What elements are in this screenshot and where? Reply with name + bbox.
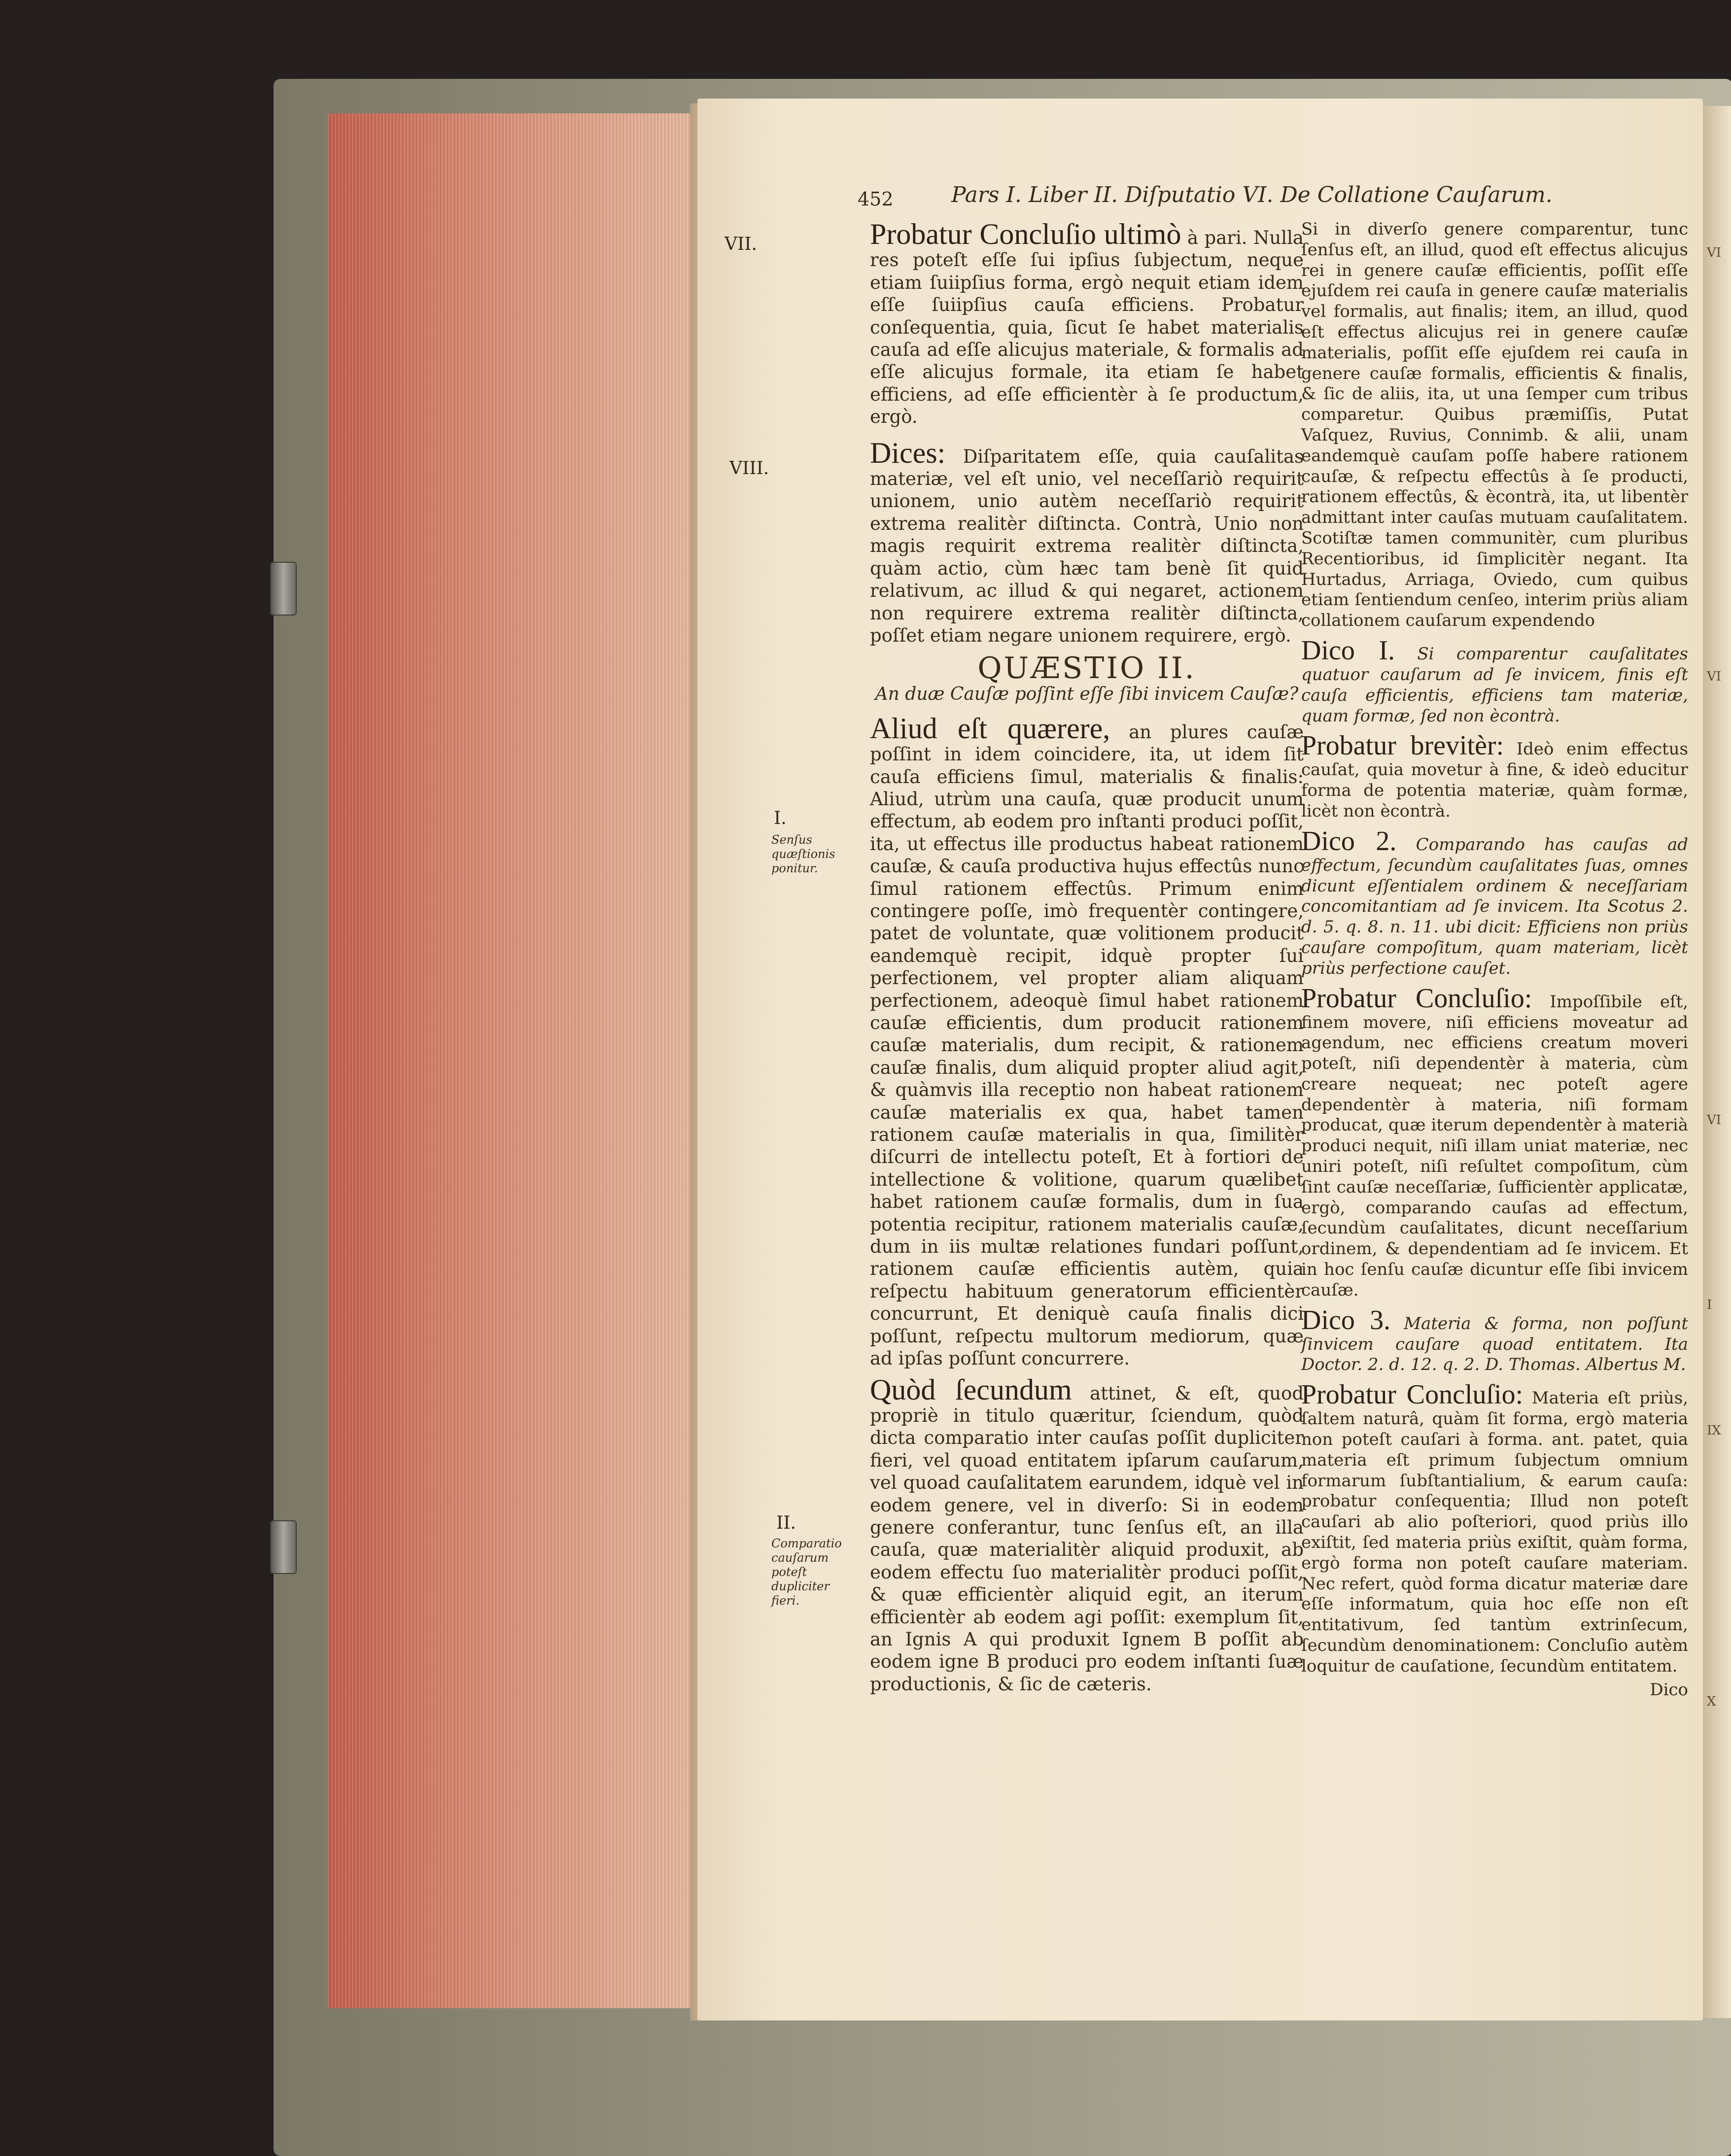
next-page-mark: I: [1707, 1298, 1712, 1312]
paragraph-lead: Probatur Concluſio ultimò: [870, 218, 1181, 250]
margin-note-i: Senſus quæſtionis ponitur.: [771, 833, 835, 875]
next-page-mark: VI: [1707, 1113, 1722, 1128]
paragraph: [870, 714, 1304, 1370]
next-page-edge: [1703, 106, 1731, 2018]
margin-number-i: I.: [774, 808, 787, 828]
next-page-mark: VI: [1707, 669, 1722, 684]
paragraph: [1301, 1306, 1688, 1376]
page-number: 452: [858, 188, 894, 210]
paragraph: [1301, 827, 1688, 979]
paragraph-lead: Quòd ſecundum: [870, 1373, 1072, 1406]
paragraph-lead: Dico 3.: [1301, 1304, 1391, 1335]
paragraph: [870, 438, 1304, 647]
paragraph-lead: Aliud eſt quærere,: [870, 712, 1110, 745]
paragraph-text: Materia & forma, non poſſunt ſinvicem cauſare quoad entitatem. Ita Doctor. 2. d. 12. q. 2. D. Thomas. Albertus M.: [1301, 1313, 1689, 1375]
paragraph-lead: Probatur Concluſio:: [1301, 1379, 1523, 1410]
paragraph: [870, 1375, 1304, 1696]
paragraph: [1301, 731, 1688, 821]
right-column: [1301, 219, 1688, 1700]
paragraph-text: Materia eſt priùs, ſaltem naturâ, quàm ſit forma, ergò materia non poteſt cauſari à forma. ant. patet, quia materia eſt primum ſubjectum omnium formarum ſubſtantialium, & earum cauſa: probatur conſequentia; Illud non poteſt cauſari ab alio poſteriori, quod priùs illo exiſtit, ſed materia priùs exiſtit, quàm forma, ergò forma non poteſt cauſare materiam. Nec refert, quòd forma dicatur materiæ dare eſſe informatum, quia hoc eſſe non eſt entitativum, ſed tantùm extrinſecum, ſecundùm denominationem: Concluſio autèm loquitur de cauſatione, ſecundùm entitatem.: [1301, 1388, 1689, 1676]
paragraph: [1301, 636, 1688, 726]
next-page-mark: X: [1707, 1694, 1716, 1709]
next-page-mark: IX: [1707, 1423, 1721, 1438]
paragraph-text: à pari. Nulla res poteſt eſſe ſui ipſius ſubjectum, neque etiam ſuiipſius forma, ergò nequit etiam idem eſſe ſuiipſius cauſa efficiens. Probatur conſequentia, quia, ſicut ſe habet materialis cauſa ad eſſe alicujus materiale, & formalis ad eſſe alicujus formale, ita etiam ſe habet efficiens, ad eſſe efficientèr à ſe productum, ergò.: [870, 227, 1304, 428]
question-subtitle: An duæ Cauſæ poſſint eſſe ſibi invicem Cauſæ?: [875, 684, 1299, 704]
paragraph-text: an plures cauſæ poſſint in idem coincidere, ita, ut idem ſit cauſa efficiens ſimul, materialis & finalis: Aliud, utrùm una cauſa, quæ producit unum effectum, ab eodem pro inſtanti produci poſſit, ita, ut effectus ille productus habeat rationem cauſæ, & cauſa productiva hujus effectûs nunc ſimul rationem effectûs. Primum enim contingere poſſe, imò frequentèr contingere, patet de voluntate, quæ volitionem producit eandemquè recipit, idquè propter ſui perfectionem, vel propter aliam aliquam perfectionem, adeoquè ſimul habet rationem cauſæ efficientis, dum producit rationem cauſæ materialis, dum recipit, & rationem cauſæ finalis, dum aliquid propter aliud agit, & quàmvis illa receptio non habeat rationem cauſæ materialis ex qua, habet tamen rationem cauſæ materialis in qua, ſimilitèr diſcurri de intellectu poteſt, Et à fortiori de intellectione & volitione, quarum quælibet habet rationem cauſæ formalis, dum in ſua potentia recipitur, rationem materialis cauſæ, dum in iis multæ relationes fundari poſſunt, rationem cauſæ efficientis autèm, quia reſpectu habituum generatorum efficientèr concurrunt, Et deniquè cauſa finalis dici poſſunt, reſpectu multorum mediorum, quæ ad ipſas poſſunt concurrere.: [870, 721, 1304, 1369]
paragraph-lead: Probatur brevitèr:: [1301, 730, 1504, 761]
paragraph-lead: Dices:: [870, 436, 946, 469]
header-title: Pars I. Liber II. Diſputatio VI. De Collatione Cauſarum.: [951, 182, 1553, 207]
running-head: [858, 182, 1661, 212]
paragraph-text: Comparando has cauſas ad effectum, ſecundùm cauſalitates ſuas, omnes dicunt eſſentialem ordinem & neceſſariam concomitantiam ad ſe invicem. Ita Scotus 2. d. 5. q. 8. n. 11. ubi dicit: Efficiens non priùs cauſare compoſitum, quam materiam, licèt priùs perfectione cauſet.: [1301, 834, 1688, 978]
paragraph-lead: Dico I.: [1301, 635, 1395, 666]
question-title: QUÆSTIO II.: [977, 651, 1196, 686]
book-clasp-top: [270, 562, 297, 616]
red-page-edges: [328, 113, 695, 2008]
paragraph-lead: Dico 2.: [1301, 825, 1397, 856]
margin-note-ii: Comparatio cauſarum poteſt dupliciter fieri.: [771, 1537, 842, 1608]
paragraph: Si in diverſo genere comparentur, tunc ſenſus eſt, an illud, quod eſt effectus alicujus rei in genere cauſæ efficientis, poſſit eſſe ejuſdem rei cauſa in genere cauſæ materialis vel formalis, aut finalis; item, an illud, quod eſt effectus alicujus rei in genere cauſæ materialis, poſſit eſſe ejuſdem rei cauſa in genere cauſæ formalis, efficientis & finalis, & ſic de aliis, ita, ut una ſemper cum tribus comparetur. Quibus præmiſſis, Putat Vaſquez, Ruvius, Connimb. & alii, unam eandemquè cauſam poſſe habere rationem cauſæ, & reſpectu effectûs à ſe producti, rationem effectûs, & ècontrà, ita, ut libentèr admittant inter cauſas mutuam cauſalitatem. Scotiſtæ tamen communitèr, cum pluribus Recentioribus, id ſimplicitèr negant. Ita Hurtadus, Arriaga, Oviedo, cum quibus etiam ſentiendum cenſeo, interim priùs aliam collationem cauſarum expendendo: [1301, 219, 1688, 631]
left-column: [870, 219, 1304, 1695]
next-page-mark: VI: [1707, 245, 1722, 260]
paragraph-text: Impoſſibile eſt, finem movere, niſi efficiens moveatur ad agendum, nec efficiens creatum moveri poteſt, niſi dependentèr à materia, cùm creare nequeat; nec poteſt agere dependentèr à materia, niſi formam producat, quæ iterum dependentèr à materià produci nequit, niſi illam uniat materiæ, nec uniri poteſt, niſi reſultet compoſitum, cùm ſint cauſæ neceſſariæ, ſufficientèr applicatæ, ergò, comparando cauſas ad effectum, ſecundùm cauſalitates, dicunt neceſſarium ordinem, & dependentiam ad ſe invicem. Et in hoc ſenſu cauſæ dicuntur eſſe ſibi invicem cauſæ.: [1301, 992, 1688, 1300]
paragraph: [1301, 1380, 1688, 1677]
paragraph: [870, 219, 1304, 428]
paragraph-text: Ideò enim effectus cauſat, quia movetur à fine, & ideò educitur forma de potentia materiæ, quàm formæ, licèt non ècontrà.: [1301, 739, 1688, 821]
book-page: [697, 99, 1703, 2020]
paragraph-text: attinet, & eſt, quod propriè in titulo quæritur, ſciendum, quòd dicta comparatio inter cauſas poſſit dupliciter fieri, vel quoad entitatem ipſarum cauſarum, vel quoad cauſalitatem earundem, idquè vel in eodem genere, vel in diverſo: Si in eodem genere conferantur, tunc ſenſus eſt, an illa cauſa, quæ materialitèr aliquid produxit, ab eodem effectu ſuo materialitèr produci poſſit, & quæ efficientèr aliquid egit, an iterum efficientèr ab eodem agi poſſit: exemplum ſit, an Ignis A qui produxit Ignem B poſſit ab eodem igne B produci pro eodem inſtanti ſuæ productionis, & ſic de cæteris.: [870, 1382, 1304, 1695]
margin-number-vii: VII.: [725, 234, 757, 254]
book-clasp-bottom: [270, 1520, 297, 1574]
catchword: Dico: [1650, 1679, 1688, 1700]
paragraph: [1301, 984, 1688, 1301]
paragraph-lead: Probatur Concluſio:: [1301, 983, 1532, 1014]
margin-number-ii: II.: [776, 1513, 796, 1533]
paragraph-text: Diſparitatem eſſe, quia cauſalitas materiæ, vel eſt unio, vel neceſſariò requirit unionem, unio autèm neceſſariò requirit extrema realitèr diſtincta. Contrà, Unio non magis requirit extrema realitèr diſtincta, quàm actio, cùm hæc tam benè ſit quid relativum, ac illud & qui negaret, actionem non requirere extrema realitèr diſtincta, poſſet etiam negare unionem requirere, ergò.: [870, 445, 1304, 646]
paragraph-text: Si comparentur cauſalitates quatuor cauſarum ad ſe invicem, finis eſt cauſa efficientis, efficiens tam materiæ, quam formæ, ſed non ècontrà.: [1301, 644, 1688, 726]
margin-number-viii: VIII.: [729, 458, 769, 479]
